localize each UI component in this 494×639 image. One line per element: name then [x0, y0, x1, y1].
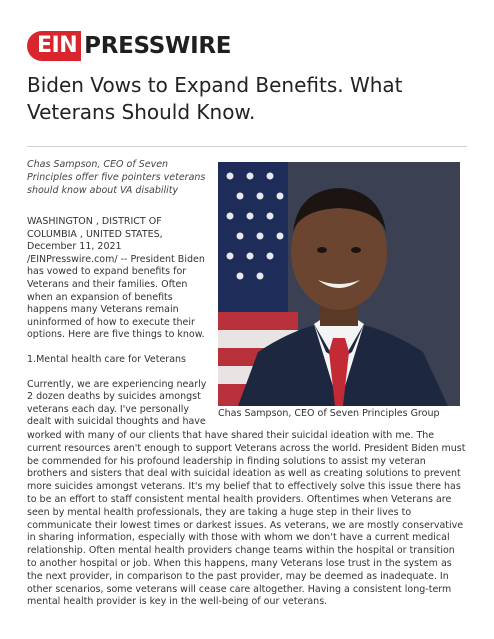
einpresswire-logo[interactable] [27, 28, 231, 64]
logo-word: PRESSWIRE [84, 33, 232, 59]
portrait-photo[interactable] [218, 162, 460, 406]
point-heading: 1.Mental health care for Veterans [27, 353, 186, 365]
article-body-full-width [27, 430, 467, 609]
logo-prefix: EIN [27, 31, 81, 61]
lead-paragraph: WASHINGTON , DISTRICT OF COLUMBIA , UNITED STATES, December 11, 2021 /EINPresswire.com/ -- President Biden has vowed to expand benefits for Veterans and their families. Often when an expansion of benefits happens many Veterans remain uninformed of how to execute their options. Here are five things to know. [27, 216, 205, 341]
article-column [27, 216, 212, 441]
body-continued: worked with many of our clients that have shared their suicidal ideation with me. The current resources aren't enough to support Veterans across the world. President Biden must be commended for his profound leadership in finding solutions to assist my veteran brothers and sisters that deal with suicidal ideation as well as creating solutions to prevent more suicides amongst veterans. It's my belief that to effectively solve this issue there has to be an effort to staff consistent mental health providers. Oftentimes when Veterans are seen by mental health professionals, they are taking a huge step in their lives to communicate their lowest times or darkest issues. As veterans, we are mostly conservative in sharing information, especially with those with whom we don't have a current medical relationship. Often mental health providers change teams within the hospital or transition to another hospital or job. When this happens, many Veterans lose trust in the system as the next provider, in comparison to the past provider, may be deemed as inadequate. In other scenarios, some veterans will cease care altogether. Having a consistent long-term mental health provider is key in the well-being of our veterans. [27, 430, 466, 608]
article-title: Biden Vows to Expand Benefits. What Veterans Should Know. [27, 73, 403, 124]
photo-caption: Chas Sampson, CEO of Seven Principles Group [218, 408, 440, 419]
portrait-illustration [218, 162, 460, 406]
article-subtitle: Chas Sampson, CEO of Seven Principles offer five pointers veterans should know about VA disability [27, 159, 206, 196]
article-figure [218, 162, 468, 421]
body-start: Currently, we are experiencing nearly 2 dozen deaths by suicides amongst veterans each day. I've personally dealt with suicidal thoughts and have [27, 378, 207, 428]
title-divider [27, 146, 467, 147]
